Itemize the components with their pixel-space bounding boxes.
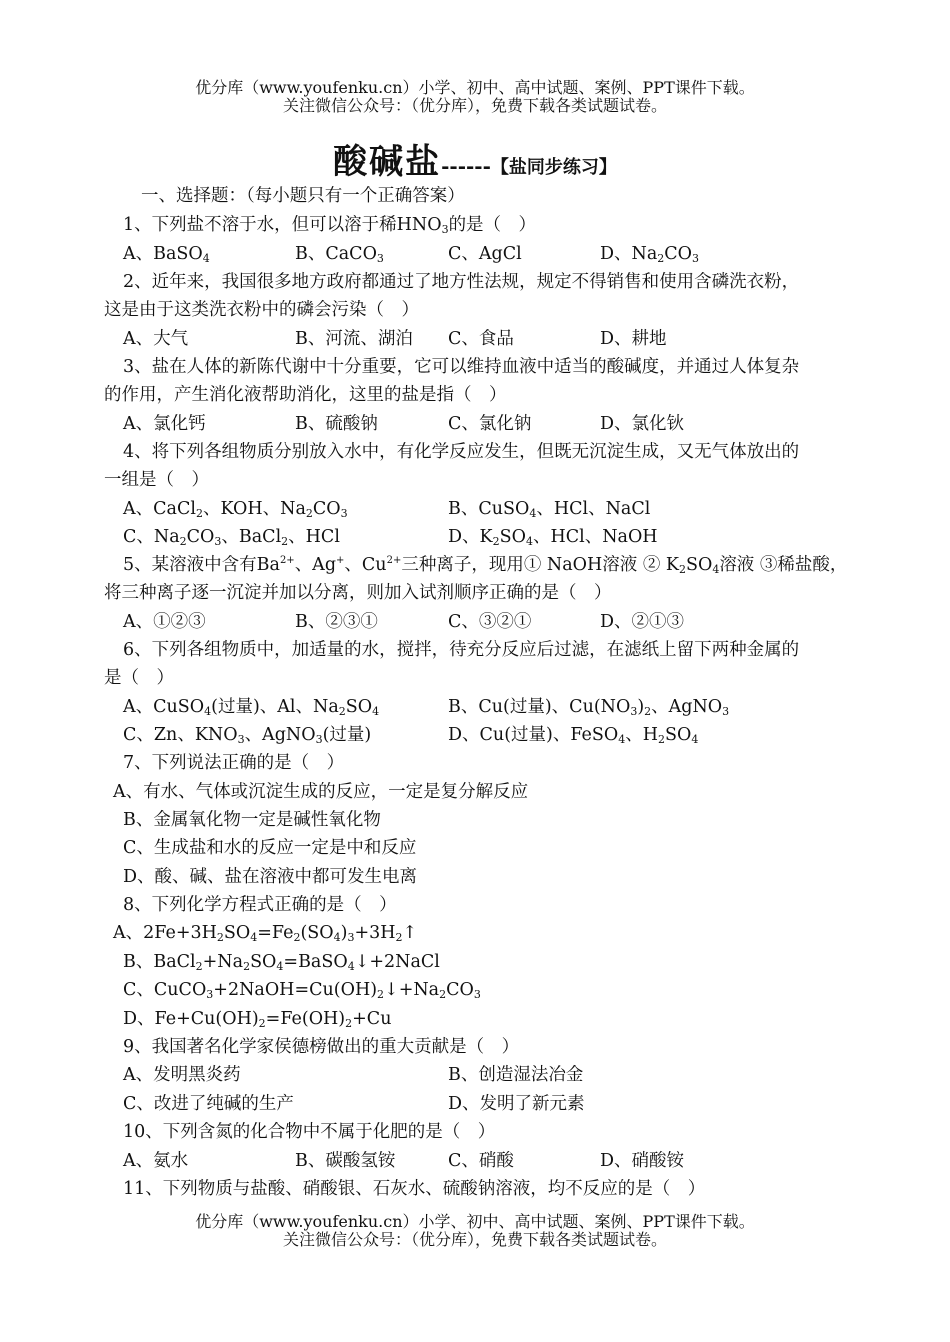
q3-option-c: C、氯化钠 bbox=[448, 414, 532, 434]
q6-stem-line1: 6、下列各组物质中，加适量的水，搅拌，待充分反应后过滤，在滤纸上留下两种金属的 bbox=[123, 640, 800, 660]
q7-option-b: B、金属氧化物一定是碱性氧化物 bbox=[123, 810, 381, 830]
page-footer-line1: 优分库（www.youfenku.cn）小学、初中、高中试题、案例、PPT课件下载。 bbox=[195, 1212, 755, 1231]
q10-option-d: D、硝酸铵 bbox=[600, 1151, 685, 1171]
title-main: 酸碱盐 bbox=[333, 142, 442, 182]
section-heading: 一、选择题：（每小题只有一个正确答案） bbox=[141, 186, 465, 206]
q10-option-b: B、碳酸氢铵 bbox=[295, 1151, 396, 1171]
q2-stem-line2: 这是由于这类洗衣粉中的磷会污染（ ） bbox=[104, 300, 419, 320]
q4-option-c: C、$Na_2CO_3$、BaCl$_2$、HCl bbox=[123, 527, 340, 548]
q8-option-d: D、$Fe+Cu(OH)_2=Fe(OH)_2+Cu$ bbox=[123, 1009, 392, 1030]
q5-option-c: C、③②① bbox=[448, 612, 532, 632]
q7-stem: 7、下列说法正确的是（ ） bbox=[123, 753, 345, 773]
q2-option-d: D、耕地 bbox=[600, 329, 667, 349]
q8-option-b: B、$BaCl_2+Na_2SO_4=BaSO_4↓+2NaCl$ bbox=[123, 952, 440, 973]
q5-stem-line1: 5、某溶液中含有$Ba^{2+}$、Ag+、$Cu^{2+}$三种离子，现用① NaOH溶液 ② $K_2SO_4$溶液 ③稀盐酸， bbox=[123, 555, 848, 576]
q1-option-c: C、AgCl bbox=[448, 244, 522, 264]
q2-option-b: B、河流、湖泊 bbox=[295, 329, 413, 349]
q5-option-b: B、②③① bbox=[295, 612, 378, 632]
q10-option-c: C、硝酸 bbox=[448, 1151, 514, 1171]
q11-stem: 11、下列物质与盐酸、硝酸银、石灰水、硫酸钠溶液，均不反应的是（ ） bbox=[123, 1179, 706, 1199]
q8-option-c: C、$CuCO_3+2NaOH=Cu(OH)_2↓+Na_2CO_3$ bbox=[123, 980, 481, 1001]
page-header-line2: 关注微信公众号：（优分库），免费下载各类试题试卷。 bbox=[282, 96, 667, 115]
title-sub: 【盐同步练习】 bbox=[490, 157, 617, 178]
q4-stem-line1: 4、将下列各组物质分别放入水中，有化学反应发生，但既无沉淀生成，又无气体放出的 bbox=[123, 442, 800, 462]
title-dash: ------ bbox=[441, 154, 491, 178]
q6-option-c: C、Zn、$KNO_3$、AgNO$_3$(过量) bbox=[123, 725, 372, 746]
q4-option-d: D、$K_2SO_4$、HCl、NaOH bbox=[448, 527, 658, 548]
q1-option-a: A、BaSO$_4$ bbox=[123, 244, 210, 265]
q10-option-a: A、氨水 bbox=[123, 1151, 189, 1171]
q3-option-b: B、硫酸钠 bbox=[295, 414, 378, 434]
q9-option-a: A、发明黑炎药 bbox=[123, 1065, 241, 1085]
q5-option-d: D、②①③ bbox=[600, 612, 685, 632]
q4-stem-line2: 一组是（ ） bbox=[104, 470, 209, 490]
q1-option-b: B、CaCO$_3$ bbox=[295, 244, 384, 265]
q2-stem-line1: 2、近年来，我国很多地方政府都通过了地方性法规，规定不得销售和使用含磷洗衣粉， bbox=[123, 272, 800, 292]
q9-option-c: C、改进了纯碱的生产 bbox=[123, 1094, 294, 1114]
q7-option-c: C、生成盐和水的反应一定是中和反应 bbox=[123, 838, 417, 858]
q7-option-a: A、有水、气体或沉淀生成的反应，一定是复分解反应 bbox=[113, 782, 529, 802]
page-footer-line2: 关注微信公众号：（优分库），免费下载各类试题试卷。 bbox=[282, 1230, 667, 1249]
q9-option-d: D、发明了新元素 bbox=[448, 1094, 585, 1114]
q3-stem-line2: 的作用，产生消化液帮助消化，这里的盐是指（ ） bbox=[104, 385, 507, 405]
q1-stem: 1、下列盐不溶于水，但可以溶于稀$HNO_3$的是（ ） bbox=[123, 215, 537, 236]
q9-option-b: B、创造湿法冶金 bbox=[448, 1065, 584, 1085]
q3-stem-line1: 3、盐在人体的新陈代谢中十分重要，它可以维持血液中适当的酸碱度，并通过人体复杂 bbox=[123, 357, 800, 377]
page-title bbox=[0, 134, 950, 183]
q3-option-a: A、氯化钙 bbox=[123, 414, 206, 434]
q4-option-a: A、CaCl$_2$、KOH、$Na_2CO_3$ bbox=[123, 499, 348, 520]
q9-stem: 9、我国著名化学家侯德榜做出的重大贡献是（ ） bbox=[123, 1037, 520, 1057]
q5-option-a: A、①②③ bbox=[123, 612, 206, 632]
q4-option-b: B、CuSO$_4$、HCl、NaCl bbox=[448, 499, 651, 520]
q2-option-c: C、食品 bbox=[448, 329, 514, 349]
q8-stem: 8、下列化学方程式正确的是（ ） bbox=[123, 895, 397, 915]
q7-option-d: D、酸、碱、盐在溶液中都可发生电离 bbox=[123, 867, 418, 887]
q2-option-a: A、大气 bbox=[123, 329, 189, 349]
q6-stem-line2: 是（ ） bbox=[104, 668, 174, 688]
q3-option-d: D、氯化钬 bbox=[600, 414, 685, 434]
q10-stem: 10、下列含氮的化合物中不属于化肥的是（ ） bbox=[123, 1122, 496, 1142]
q5-stem-line2: 将三种离子逐一沉淀并加以分离，则加入试剂顺序正确的是（ ） bbox=[104, 583, 612, 603]
q6-option-a: A、CuSO$_4$(过量)、Al、$Na_2SO_4$ bbox=[123, 697, 380, 718]
q8-option-a: A、$2Fe+3H_2SO_4=Fe_2(SO_4)_3+3H_2↑$ bbox=[113, 923, 418, 944]
q6-option-d: D、Cu(过量)、FeSO$_4$、$H_2SO_4$ bbox=[448, 725, 699, 746]
q1-option-d: D、$Na_2CO_3$ bbox=[600, 244, 700, 265]
q6-option-b: B、Cu(过量)、$Cu(NO_3)_2$、AgNO$_3$ bbox=[448, 697, 730, 718]
page-header-line1: 优分库（www.youfenku.cn）小学、初中、高中试题、案例、PPT课件下载。 bbox=[195, 78, 755, 97]
